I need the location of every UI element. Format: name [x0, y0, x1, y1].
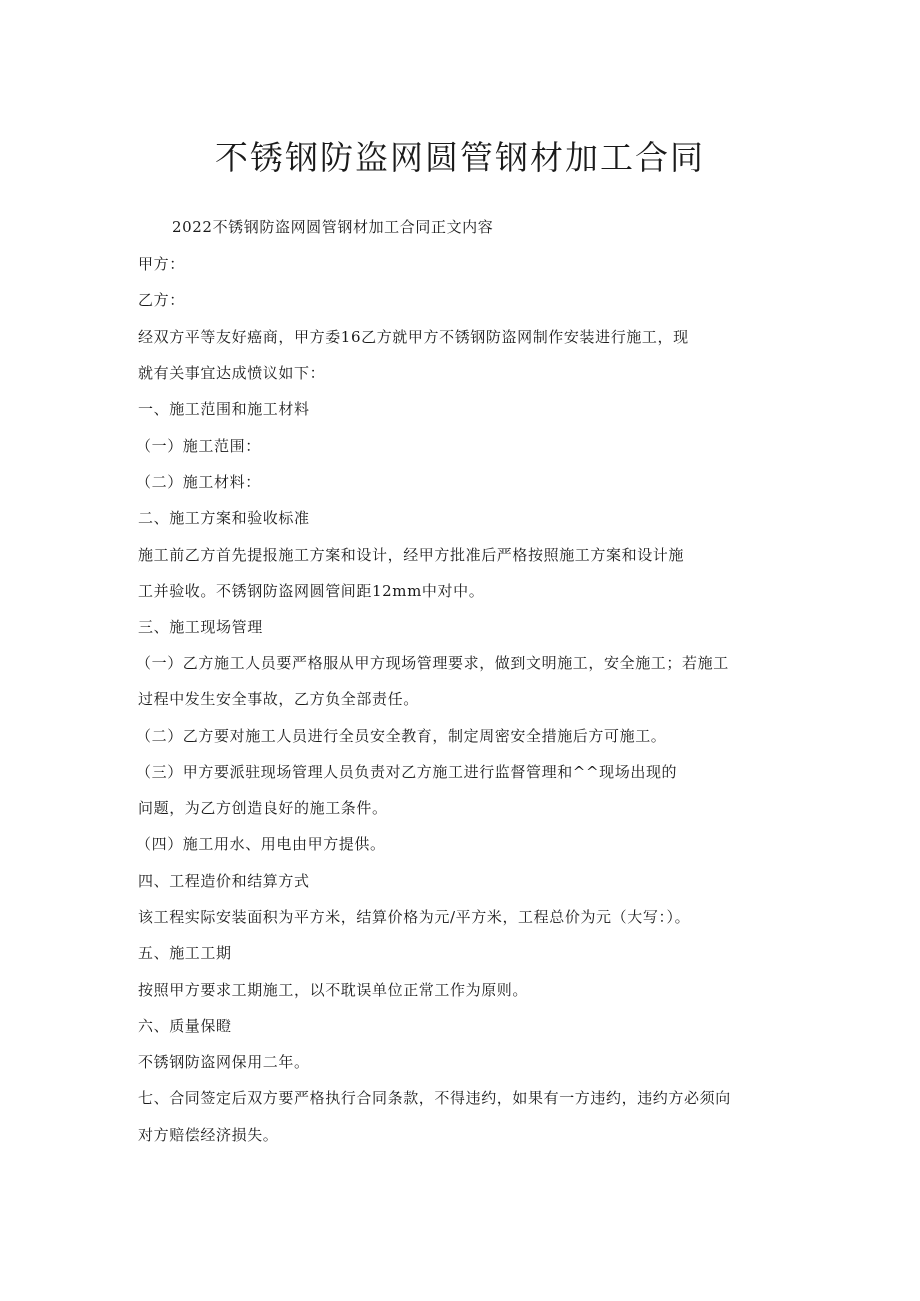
- section-heading: 三、施工现场管理: [138, 618, 263, 636]
- paragraph-line: 就有关事宜达成愤议如下：: [138, 364, 326, 382]
- section-heading: 四、工程造价和结算方式: [138, 872, 310, 890]
- paragraph-line: （三）甲方要派驻现场管理人员负责对乙方施工进行监督管理和^^现场出现的: [136, 763, 678, 781]
- party-a-line: 甲方：: [138, 255, 185, 273]
- paragraph-line: 按照甲方要求工期施工，以不耽误单位正常工作为原则。: [138, 981, 529, 999]
- section-heading: 五、施工工期: [138, 944, 232, 962]
- paragraph-line: 施工前乙方首先提报施工方案和设计，经甲方批准后严格按照施工方案和设计施: [138, 546, 685, 564]
- paragraph-line: 对方赔偿经济损失。: [138, 1126, 279, 1144]
- subtitle-line: 2022不锈钢防盗网圆管钢材加工合同正文内容: [172, 218, 494, 236]
- paragraph-line: （四）施工用水、用电由甲方提供。: [136, 835, 386, 853]
- paragraph-line: 经双方平等友好癌商，甲方委16乙方就甲方不锈钢防盗网制作安装进行施工，现: [138, 328, 689, 346]
- paragraph-line: （二）乙方要对施工人员进行全员安全教育，制定周密安全措施后方可施工。: [136, 727, 667, 745]
- paragraph-line: 过程中发生安全事故，乙方负全部责任。: [138, 690, 419, 708]
- paragraph-line: 该工程实际安装面积为平方米，结算价格为元/平方米，工程总价为元（大写：）。: [138, 908, 691, 926]
- paragraph-line: 七、合同签定后双方要严格执行合同条款，不得违约，如果有一方违约，违约方必须向: [138, 1089, 731, 1107]
- paragraph-line: 不锈钢防盗网保用二年。: [138, 1053, 310, 1071]
- paragraph-line: （一）乙方施工人员要严格服从甲方现场管理要求，做到文明施工，安全施工；若施工: [136, 654, 729, 672]
- paragraph-line: 问题，为乙方创造良好的施工条件。: [138, 799, 388, 817]
- party-b-line: 乙方：: [138, 291, 185, 309]
- paragraph-line: （一）施工范围：: [136, 437, 261, 455]
- section-heading: 二、施工方案和验收标准: [138, 509, 310, 527]
- paragraph-line: （二）施工材料：: [136, 473, 261, 491]
- section-heading: 六、质量保瞪: [138, 1017, 232, 1035]
- document-title: 不锈钢防盗网圆管钢材加工合同: [215, 138, 705, 177]
- section-heading: 一、施工范围和施工材料: [138, 400, 310, 418]
- paragraph-line: 工并验收。不锈钢防盗网圆管间距12mm中对中。: [138, 582, 485, 600]
